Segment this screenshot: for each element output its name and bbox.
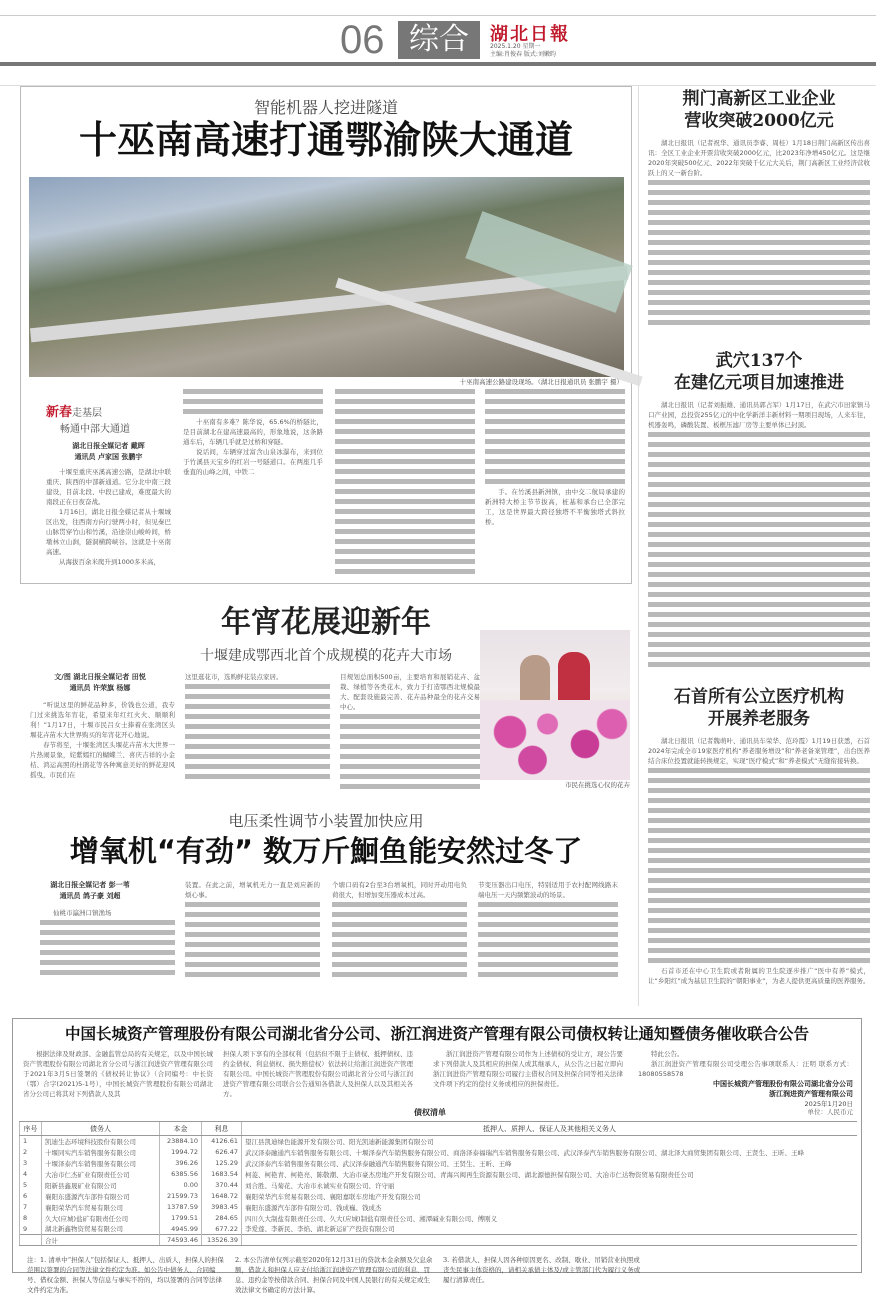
paragraph: 说话间，车辆穿过富含山泉冰瀑布，来到位于竹溪县天宝乡的红岩一号隧道口。在两座几乎垂直的山峰之间，中铁二 <box>183 448 323 476</box>
lead-photo-caption: 十巫南高速公路建设现场。（湖北日报通讯员 张鹏宇 摄） <box>459 378 623 386</box>
byline-reporter: 文/图 湖北日报全媒记者 田悦 <box>54 673 146 681</box>
lead-col-1 <box>46 467 171 579</box>
column-divider <box>638 86 639 1006</box>
guarantors: 李爱莲、李新民、李焰、湖北新运矿产投资有限公司 <box>242 1224 858 1235</box>
table-row <box>20 1224 858 1235</box>
series-logo-red: 新春 <box>46 405 73 420</box>
lead-col-2 <box>183 387 323 577</box>
text-lines <box>478 900 618 980</box>
text-lines <box>340 712 480 792</box>
text-lines <box>648 178 870 328</box>
byline-correspondent: 通讯员 鸽子豪 刘超 <box>59 892 121 900</box>
principal: 21599.73 <box>160 1191 202 1202</box>
notice-signers: 中国长城资产管理股份有限公司湖北省分公司 浙江润进资产管理有限公司 <box>713 1080 853 1098</box>
interest: 125.29 <box>202 1158 242 1169</box>
principal: 23884.10 <box>160 1136 202 1147</box>
column-header: 本金 <box>160 1122 202 1136</box>
debtor: 十堰同实汽车销售服务有限公司 <box>42 1147 160 1158</box>
dateline <box>490 43 556 59</box>
byline-reporter: 湖北日报全媒记者 彭一苇 <box>50 881 130 889</box>
paragraph: 从海拔百余米爬升到1000多米高， <box>59 558 161 566</box>
interest: 626.47 <box>202 1147 242 1158</box>
debtor: 襄阳荣华汽车贸易有限公司 <box>42 1202 160 1213</box>
table-row <box>20 1213 858 1224</box>
total-blank <box>20 1235 42 1246</box>
debtor: 襄阳东盛源汽车部件有限公司 <box>42 1191 160 1202</box>
section-label: 综合 <box>398 21 480 59</box>
guarantors: 武汉泽泰融通汽车销售服务有限公司、十堰泽泰汽车销售服务有限公司、商洛泽泰福瑞汽车销售服务有限公司、武汉泽泰汽车销售服务有限公司、湖北泽大商贸集团有限公司、王贤生、王昕、王峰 <box>242 1147 858 1158</box>
column-header: 债务人 <box>42 1122 160 1136</box>
fish-col-2 <box>185 880 320 983</box>
fish-col-4 <box>478 880 618 983</box>
paragraph: 目规划总面积500亩，主要培育和展销花卉、盆栽、绿植等各类花木，致力于打造鄂西北规模最大、配套设施最完善、花卉品种最全的花卉交易中心。 <box>340 673 480 711</box>
flower-col-3 <box>340 672 480 788</box>
fish-col-1 <box>40 908 175 983</box>
principal: 13787.59 <box>160 1202 202 1213</box>
text-lines <box>185 682 330 782</box>
notice-closing <box>638 1049 853 1108</box>
highway-construction-photo <box>29 177 624 377</box>
person-shape <box>558 652 590 707</box>
debtor: 大冶市仁杰矿业有限责任公司 <box>42 1169 160 1180</box>
paragraph: 装置。在此之前，增氧机无力一直是刘应新的烦心事。 <box>185 881 320 899</box>
series-logo-black: 走基层 <box>72 408 103 419</box>
flower-col-2 <box>185 672 330 788</box>
byline-correspondent: 通讯员 许荣旗 杨娜 <box>69 684 131 692</box>
orchid-flowers <box>480 700 630 780</box>
flower-byline <box>30 672 170 694</box>
paragraph: 节变压器出口电压，特别适用于农村配网线路末端电压一天内频繁波动的场景。 <box>478 881 618 899</box>
principal: 1799.51 <box>160 1213 202 1224</box>
debtor: 湖北新鑫物资贸易有限公司 <box>42 1224 160 1235</box>
guarantors: 四川久大制盐有限责任公司、久大(应城)制盐有限责任公司、湘潭碱业有限公司、傅刚义 <box>242 1213 858 1224</box>
principal: 1994.72 <box>160 1147 202 1158</box>
paragraph: 个塘口码有2台至3台增氧机，同时开动用电负荷很大，但增加变压器成本过高。 <box>332 881 467 899</box>
total-interest: 13526.39 <box>202 1235 242 1246</box>
debt-notice <box>12 1018 862 1294</box>
issue-date: 2025.1.20 星期一 <box>490 43 541 50</box>
interest: 1683.54 <box>202 1169 242 1180</box>
series-logo <box>46 401 176 435</box>
column-header: 序号 <box>20 1122 42 1136</box>
total-label: 合计 <box>42 1235 160 1246</box>
orchid-photo <box>480 630 630 780</box>
text-lines <box>485 387 625 487</box>
total-row <box>20 1235 858 1246</box>
lead-byline <box>46 441 171 463</box>
notice-para: 浙江润进资产管理有限公司作为上述债权的受让方，现公告要求下列借款人及其相应的担保人或其继承人，从公告之日起立即向浙江润进资产管理有限公司履行主借权合同及担保合同等相关法律文件项下约定的偿付义务或相应的担保责任。 <box>433 1050 623 1088</box>
notice-contact: 浙江润进资产管理有限公司受理公告事项联系人：汪明 联系方式：18080558578 <box>638 1060 853 1078</box>
interest: 370.44 <box>202 1180 242 1191</box>
column-header: 抵押人、质押人、保证人及其他相关义务人 <box>242 1122 858 1136</box>
principal: 6385.56 <box>160 1169 202 1180</box>
text-lines <box>648 430 870 670</box>
guarantors: 襄阳荣华汽车贸易有限公司、襄阳嘉联车房地产开发有限公司 <box>242 1191 858 1202</box>
paragraph: 春节将至，十堰张湾区头堰花卉苗木大世界一片热闹景象，姹紫嫣红的蝴蝶兰、喜庆吉祥的小金桔、鸿运高照的杜鹃花等各种寓意美好的鲜花迎风摇曳，市民们在 <box>30 741 175 779</box>
column-header: 利息 <box>202 1122 242 1136</box>
paragraph: 十堰至重庆巫溪高速公路，是湖北中联重庆、陕西的中部新通道。它分北中南三段建设，目前北段、中段已建成，难度最大的南段正在日夜奋战。 <box>46 468 171 506</box>
row-index: 1 <box>20 1136 42 1147</box>
fish-article <box>20 800 632 985</box>
newspaper-logo: 湖北日報 <box>490 24 570 45</box>
series-logo-line2: 畅通中部大通道 <box>60 424 130 435</box>
text-lines <box>40 918 175 978</box>
flower-photo-caption: 市民在挑选心仪的花卉 <box>565 781 630 789</box>
paragraph: “听说这里的鲜花品种多，价钱也公道，我专门过来挑选年宵花，希望来年红红火火、顺顺利利！”1月17日，十堰市民吕女士捧着在张湾区头堰花卉苗木大世界购买的年宵花开心地说。 <box>30 701 175 739</box>
notice-date: 2025年1月20日 <box>804 1100 853 1108</box>
editors: 主编:肖俊春 版式:刘嫩昀 <box>490 51 556 58</box>
notice-para: 特此公告。 <box>651 1050 684 1058</box>
guarantors: 武汉泽泰汽车销售服务有限公司、武汉泽泰融通汽车销售服务有限公司、王贤生、王昕、王峰 <box>242 1158 858 1169</box>
text-lines <box>648 766 870 966</box>
fish-kicker: 电压柔性调节小装置加快应用 <box>228 812 424 830</box>
table-note-3: 3. 若借款人、担保人因各种原因更名、改制、歇业、吊销营业执照或丧失民事主体资格的，请相关承债主体及/或主管部门代为履行义务或履行清算责任。 <box>443 1256 641 1284</box>
table-row <box>20 1191 858 1202</box>
table-note-2: 2. 本公告清单仅列示截至2020年12月31日的贷款本金余额及欠息余额，借款人和担保人应支付给浙江润进资产管理有限公司的利息、罚息、违约金等按借款合同、担保合同及中国人民银行的有关规定或生效法律文书确定的方法计算。 <box>235 1256 433 1294</box>
side-tail: 石首市还在中心卫生院或者附属的卫生院逐步推广“医中有养”模式，让“乡阳红”成为基层卫生院的“朝阳事业”，为老人提供更高质量的医养服务。 <box>648 967 870 985</box>
flower-article <box>20 600 632 790</box>
interest: 3983.45 <box>202 1202 242 1213</box>
paragraph: 仙桃市瀛洲口镇渔场 <box>53 909 112 917</box>
masthead-rule <box>0 62 876 66</box>
lead-kicker: 智能机器人挖进隧道 <box>253 98 398 117</box>
side-lead: 湖北日报讯（记者祝华、通讯员李睿、周桂）1月18日荆门高新区传出喜讯：全区工业企业开票营收突破2000亿元，比2023年净增450亿元。这是继2020年突破500亿元、2022年突破千亿元大关后，荆门高新区工业经济营收跃上的又一新台阶。 <box>648 139 870 177</box>
table-row <box>20 1169 858 1180</box>
debtor: 凯迪生态环境科技股份有限公司 <box>42 1136 160 1147</box>
lead-headline: 十巫南高速打通鄂渝陕大通道 <box>78 118 573 162</box>
interest: 1648.72 <box>202 1191 242 1202</box>
table-row <box>20 1202 858 1213</box>
side-article-wuxue <box>648 350 870 675</box>
flower-col-1 <box>30 700 175 788</box>
paragraph: 手。在竹溪县新洲镇，由中交二航局承建的新洲特大桥主节节拔高，桩基和承台已全部完工，这是世界最大跨径独塔不平衡独塔式斜拉桥。 <box>485 488 625 526</box>
principal: 4945.99 <box>160 1224 202 1235</box>
text-lines <box>332 900 467 980</box>
side-headline: 武穴137个 在建亿元项目加速推进 <box>674 351 844 393</box>
debt-table <box>19 1121 857 1246</box>
table-row <box>20 1158 858 1169</box>
table-header <box>20 1122 858 1136</box>
paragraph: 这里逛花市，选购鲜花装点家居。 <box>185 673 283 681</box>
total-blank <box>242 1235 858 1246</box>
fish-byline <box>40 880 140 902</box>
fish-col-3 <box>332 880 467 983</box>
table-caption <box>19 1107 857 1119</box>
paragraph: 十巫南有多难？陈华说，65.6%的桥隧比，是目前湖北在建高速最高的，形象地说，这条路通车后，车辆几乎就是过桥和穿隧。 <box>183 418 323 446</box>
interest: 677.22 <box>202 1224 242 1235</box>
row-index: 5 <box>20 1180 42 1191</box>
byline-reporter: 湖北日报全媒记者 戴晖 <box>72 442 145 450</box>
lead-col-3 <box>335 387 475 577</box>
guarantors: 望江县凯迪绿色能源开发有限公司、阳光凯迪新能源集团有限公司 <box>242 1136 858 1147</box>
side-article-shishou <box>648 686 870 1006</box>
side-headline: 石首所有公立医疗机构 开展养老服务 <box>674 687 844 729</box>
notice-title: 中国长城资产管理股份有限公司湖北省分公司、浙江润进资产管理有限公司债权转让通知暨债务催收联合公告 <box>64 1024 809 1043</box>
guarantors: 柯菱、柯艳青、柯艳亮、陈敬潮、大冶市豪杰房地产开发有限公司、青海兴闽再生资源有限公司、湖北源德担保有限公司、大冶市仁达物资贸易有限责任公司 <box>242 1169 858 1180</box>
byline-correspondent: 通讯员 卢家国 张鹏宇 <box>74 453 143 461</box>
debtor: 阳新县鑫晟矿业有限公司 <box>42 1180 160 1191</box>
row-index: 3 <box>20 1158 42 1169</box>
debtor: 久大(应城)盐矿有限责任公司 <box>42 1213 160 1224</box>
flower-subtitle: 十堰建成鄂西北首个成规模的花卉大市场 <box>200 648 452 664</box>
table-unit: 单位：人民币元 <box>807 1108 853 1116</box>
row-index: 8 <box>20 1213 42 1224</box>
interest: 4126.61 <box>202 1136 242 1147</box>
text-lines <box>185 900 320 980</box>
row-index: 6 <box>20 1191 42 1202</box>
fish-headline: 增氧机“有劲” 数万斤鮰鱼能安然过冬了 <box>69 834 583 868</box>
total-principal: 74593.46 <box>160 1235 202 1246</box>
row-index: 7 <box>20 1202 42 1213</box>
debtor: 十堰泽泰汽车销售服务有限公司 <box>42 1158 160 1169</box>
flower-headline: 年宵花展迎新年 <box>221 605 431 640</box>
table-row <box>20 1180 858 1191</box>
table-note-1: 注：1. 清单中“担保人”包括保证人、抵押人、出质人，担保人的担保范围以签署的合同等法律文件约定为准。如公告中债务人、合同编号、借权金额、担保人等信息与事实不符的，均以签署的合同等法律文件约定为准。 <box>27 1256 224 1294</box>
river-shape <box>465 211 632 313</box>
principal: 396.26 <box>160 1158 202 1169</box>
paragraph: 1月16日，湖北日报全媒记者从十堰城区出发，往西南方向行驶两小时，但见秦巴山脉贯穿竹山和竹溪，沿途崇山峻岭间，桥墩林立山涧，隧洞横跨峡谷。这就是十巫南高速。 <box>46 508 171 556</box>
lead-article <box>20 86 632 584</box>
side-lead: 湖北日报讯（记者魏萌叶、通讯员车荣华、范玲霞）1月19日获悉，石首2024年完成全市19家医疗机构“养老服务增设”和“养老备案管理”，出台医养结合床位投置就能转换规定，实现“医疗模式”和“养老模式”无缝衔接转换。 <box>648 737 870 765</box>
text-lines <box>183 387 323 417</box>
row-index: 2 <box>20 1147 42 1158</box>
guarantors: 刘合胜、马菊花、大冶市永诚实业有限公司、许守丽 <box>242 1180 858 1191</box>
debt-table-wrap <box>19 1121 857 1246</box>
page-number: 06 <box>340 18 385 62</box>
row-index: 9 <box>20 1224 42 1235</box>
lead-col-4 <box>485 387 625 577</box>
side-article-jingmen <box>648 88 870 338</box>
table-title: 债权清单 <box>414 1108 446 1117</box>
interest: 284.65 <box>202 1213 242 1224</box>
side-lead: 湖北日报讯（记者刘振雄、通讯员郭占军）1月17日，在武穴市田家镇马口产业园，总投资255亿元的中化学新洋丰新材料一期项目现场，人来车往，机器轰鸣，磷酸装置、板框压滤厂房等主要单体已封顶。 <box>648 401 870 429</box>
top-rule <box>0 15 876 16</box>
row-index: 4 <box>20 1169 42 1180</box>
side-headline: 荆门高新区工业企业 营收突破2000亿元 <box>682 89 836 131</box>
principal: 0.00 <box>160 1180 202 1191</box>
notice-para: 根据法律及财政部、金融监管总局的有关规定，以及中国长城资产管理股份有限公司湖北省分公司与浙江润进资产管理有限公司于2021年3月5日签署的《债权转让协议》（合同编号：中长资（鄂）合字(2021)5-1号），中国长城资产管理股份有限公司湖北省分公司已将其对下列借款人及其 <box>23 1050 213 1098</box>
table-row <box>20 1147 858 1158</box>
notice-para: 担保人项下享有的全部权利（包括但不限于主债权、抵押债权、违约金债权、利息债权、损失赔偿权）依法转让给浙江润进资产管理有限公司。中国长城资产管理股份有限公司湖北省分公司与浙江润进资产管理有限公司联合公告通知各借款人及担保人以及其相关各方。 <box>223 1050 413 1098</box>
table-row <box>20 1136 858 1147</box>
guarantors: 襄阳东盛源汽车部件有限公司、钱成巍、钱成杰 <box>242 1202 858 1213</box>
